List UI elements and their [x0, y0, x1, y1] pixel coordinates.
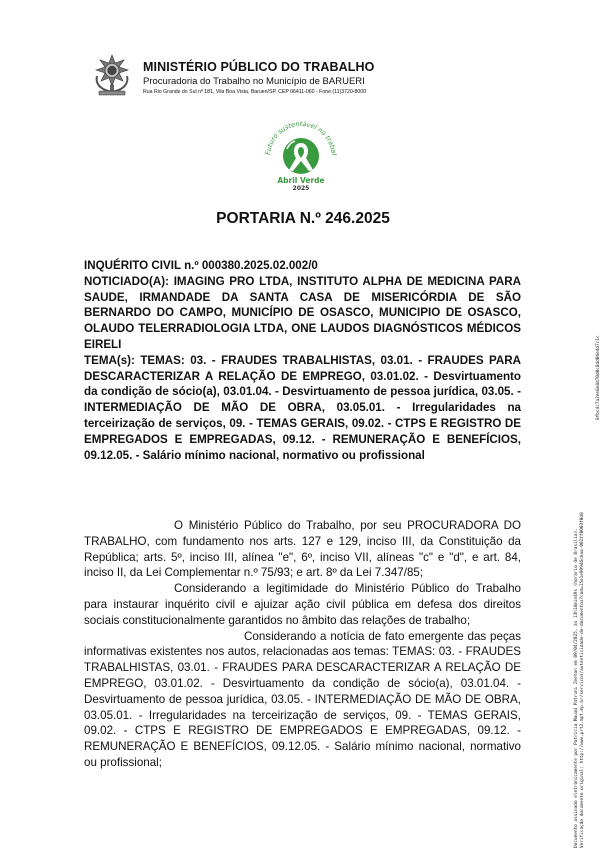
campaign-arc-text: Futuro sustentável no trabal: [264, 119, 338, 156]
institution-address: Rua Rio Grande do Sul nº 181, Vila Boa Vista, Barueri/SP, CEP 06411-060 - Fone (11)3720-8000: [143, 89, 367, 95]
paragraph-3: Considerando a notícia de fato emergente das peças informativas existentes nos autos, relacionadas aos temas: TEMAS: 03. - FRAUDES TRABALHISTAS, 03.01. - FRAUDES PARA DESCARACTERIZAR A RELAÇÃO DE EMPREGO, 03.01.02. - Desvirtuamento da condição de sócio(a), 03.01.04. - Desvirtuamento de pessoa jurídica, 03.05. - INTERMEDIAÇÃO DE MÃO DE OBRA, 03.05.01. - Irregularidades na terceirização de serviços, 09. - TEMAS GERAIS, 09.02. - CTPS E REGISTRO DE EMPREGADOS E EMPREGADAS, 09.12. - REMUNERAÇÃO E BENEFÍCIOS, 09.12.05. - Salário mínimo nacional, normativo ou profissional;: [84, 629, 521, 769]
coat-of-arms-icon: [91, 54, 133, 98]
paragraph-2: Considerando a legitimidade do Ministério Público do Trabalho para instaurar inquérito civil e ajuizar ação civil pública em defesa dos direitos sociais constitucionalmente garantidos no âmbito das relações de trabalho;: [84, 582, 521, 627]
case-summary: [84, 258, 521, 463]
institution-subtitle: Procuradoria do Trabalho no Município de BARUERI: [143, 76, 365, 87]
verification-code: 8fbc4c7a2ee8e8d70d0c8dd06e4d7c1c: [596, 335, 601, 420]
institution-title: MINISTÉRIO PÚBLICO DO TRABALHO: [143, 60, 375, 74]
temas: TEMA(s): TEMAS: 03. - FRAUDES TRABALHISTAS, 03.01. - FRAUDES PARA DESCARACTERIZAR A RELAÇÃO DE EMPREGO, 03.01.02. - Desvirtuamento da condição de sócio(a), 03.01.04. - Desvirtuamento de pessoa jurídica, 03.05. - INTERMEDIAÇÃO DE MÃO DE OBRA, 03.05.01. - Irregularidades na terceirização de serviços, 09. - TEMAS GERAIS, 09.02. - CTPS E REGISTRO DE EMPREGADOS E EMPREGADAS, 09.12. - REMUNERAÇÃO E BENEFÍCIOS, 09.12.05. - Salário mínimo nacional, normativo ou profissional: [84, 353, 521, 462]
signature-note-line-2: Verificação documento original: http://www.prt2.mpt.mp.br/servicos/autenticidade-de-documentos?cod=15e1e99946cbaa-002ff0003f0d8: [580, 512, 586, 848]
signature-verification-note: [574, 512, 586, 848]
document-body: [84, 518, 521, 771]
campaign-name: Abril Verde: [277, 176, 325, 185]
campaign-year: 2025: [292, 185, 310, 192]
noticiados: NOTICIADO(A): IMAGING PRO LTDA, INSTITUTO ALPHA DE MEDICINA PARA SAUDE, IRMANDADE DA SANTA CASA DE MISERICÓRDIA DE SÃO BERNARDO DO CAMPO, MUNICÍPIO DE OSASCO, MUNICIPIO DE OSASCO, OLAUDO TELERRADIOLOGIA LTDA, ONE LAUDOS DIAGNÓSTICOS MÉDICOS EIRELI: [84, 274, 521, 351]
inquerito-number: INQUÉRITO CIVIL n.º 000380.2025.02.002/0: [84, 259, 318, 272]
signature-note-line-1: Documento assinado eletronicamente por Patrícia Mauad Patruni Zeeton em 09/04/2025, às 13h18min49s (horário de Brasília).: [574, 528, 579, 848]
paragraph-1: O Ministério Público do Trabalho, por seu PROCURADORA DO TRABALHO, com fundamento nos arts. 127 e 129, inciso III, da Constituição da República; arts. 5º, inciso III, alínea "e", 6º, inciso VII, alíneas "c" e "d", e art. 84, inciso II, da Lei Complementar n.º 75/93; e art. 8º da Lei 7.347/85;: [84, 519, 521, 580]
document-title: PORTARIA N.º 246.2025: [216, 210, 390, 227]
abril-verde-logo: [256, 110, 346, 200]
